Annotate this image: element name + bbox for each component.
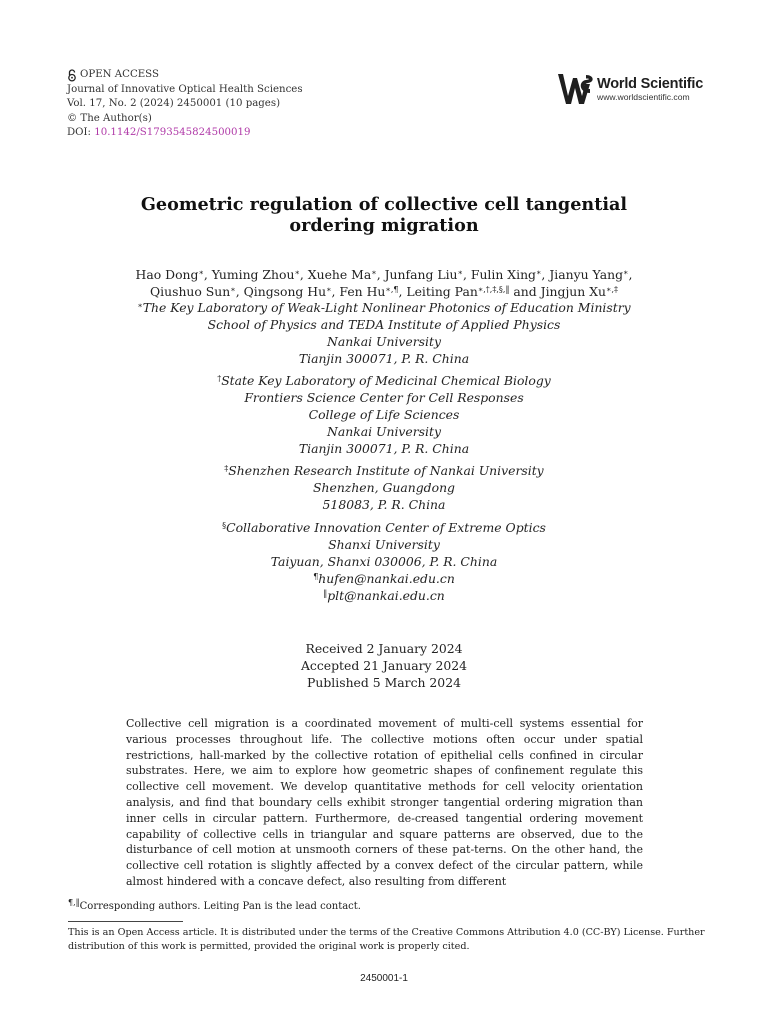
footnote-divider [68,921,183,922]
affiliation-mark: † [217,374,222,383]
copyright: © The Author(s) [67,112,152,124]
affiliation-text: Shenzhen, Guangdong [313,480,455,495]
affiliation-4 [84,519,684,604]
affiliation-text: Shanxi University [328,537,440,552]
license-notice: This is an Open Access article. It is distributed under the terms of the Creative Commons Attribution 4.0 (CC-BY) License. Further distribution of this work is permitted, provided the original work is properly cited. [68,927,705,952]
doi-line [67,126,303,141]
footnote-mark: ¶,‖ [68,898,80,907]
author-name: Xuehe Ma [307,267,372,282]
affiliation-line [84,553,684,570]
author-name: Hao Dong [135,267,199,282]
affiliation-line [84,406,684,423]
journal-name: Journal of Innovative Optical Health Sciences [67,83,303,95]
affiliation-line [84,496,684,513]
affiliation-line [84,462,684,479]
author-name: Jianyu Yang [549,267,624,282]
open-access-label: OPEN ACCESS [80,69,159,80]
author-affiliation-marks: ∗,¶ [385,285,399,294]
author-separator: , [331,284,340,299]
affiliation-text: Taiyuan, Shanxi 030006, P. R. China [270,554,498,569]
author-name: Junfang Liu [384,267,458,282]
journal-header [67,68,303,141]
affiliation-line [84,372,684,389]
affiliation-text: Collaborative Innovation Center of Extreme Optics [226,520,546,535]
email-text: hufen@nankai.edu.cn [318,571,455,586]
affiliation-mark: ‡ [224,464,229,473]
email-text: plt@nankai.edu.cn [327,588,445,603]
affiliation-line [84,316,684,333]
email-mark: ‖ [323,589,328,598]
doi-label: DOI: [67,127,91,139]
author-name: Jingjun Xu [540,284,607,299]
publisher-name: World Scientific [597,76,704,92]
author-name: Yuming Zhou [211,267,295,282]
author-affiliation-marks: ∗ [326,285,332,294]
publisher-url: www.worldscientific.com [597,92,690,102]
author-affiliation-marks: ∗,‡ [606,285,618,294]
email-plt[interactable] [84,587,684,604]
affiliation-text: Tianjin 300071, P. R. China [298,441,470,456]
open-access-line [67,68,303,83]
affiliation-text: Shenzhen Research Institute of Nankai University [228,463,544,478]
publisher-logo[interactable] [557,72,707,108]
affiliation-line [84,299,684,316]
author-affiliation-marks: ∗ [535,268,542,277]
volume-info: Vol. 17, No. 2 (2024) 2450001 (10 pages) [67,98,281,110]
author-affiliation-marks: ∗ [230,285,236,294]
affiliation-line [84,536,684,553]
abstract: Collective cell migration is a coordinated movement of multi-cell systems essential for various processes throughout life. The collective motions often occur under spatial restrictions, hall-marked by the collective rotation of epithelial cells confined in circular substrates. Here, we aim to explore how geometric shapes of confinement regulate this collective cell movement. We develop quantitative methods for cell velocity orientation analysis, and find that boundary cells exhibit stronger tangential ordering migration than inner cells in circular pattern. Furthermore, de-creased tangential ordering movement capability of collective cells in triangular and square patterns are observed, due to the disturbance of cell motion at unsmooth corners of these pat-terns. On the other hand, the collective cell rotation is slightly affected by a convex defect of the circular pattern, while almost hindered with a concave defect, also resulting from different [126,717,643,888]
affiliation-3 [84,462,684,513]
affiliation-line [84,333,684,350]
affiliation-4-lines [84,519,684,570]
publication-dates [200,640,568,691]
footnote-text: Corresponding authors. Leiting Pan is the lead contact. [79,901,361,912]
author-name: Leiting Pan [406,284,478,299]
email-hufen[interactable] [84,570,684,587]
affiliation-line [84,423,684,440]
world-scientific-logo-icon [557,72,595,106]
author-separator: , [628,267,633,282]
title-line-2: ordering migration [289,215,479,236]
author-separator: , [235,284,244,299]
author-separator: , [299,267,308,282]
affiliation-line [84,440,684,457]
affiliation-text: The Key Laboratory of Weak-Light Nonlinear Photonics of Education Ministry [142,300,631,315]
author-separator: , [462,267,471,282]
affiliation-mark: § [222,521,227,530]
affiliation-text: State Key Laboratory of Medicinal Chemical Biology [221,373,551,388]
affiliation-line [84,389,684,406]
published-date: Published 5 March 2024 [307,675,461,690]
affiliation-text: College of Life Sciences [308,407,460,422]
author-separator: , [541,267,550,282]
author-separator: , [203,267,212,282]
received-date: Received 2 January 2024 [305,641,463,656]
affiliation-line [84,519,684,536]
author-list [84,266,684,300]
author-separator: , [376,267,385,282]
open-access-icon [67,69,77,82]
paper-title [100,194,668,236]
affiliation-2 [84,372,684,457]
affiliation-text: School of Physics and TEDA Institute of Applied Physics [207,317,561,332]
author-affiliation-marks: ∗,†,‡,§,‖ [477,285,510,294]
affiliation-text: Frontiers Science Center for Cell Responses [244,390,524,405]
doi-link[interactable]: 10.1142/S1793545824500019 [94,127,251,139]
author-name: Fen Hu [339,284,386,299]
author-name: Fulin Xing [470,267,536,282]
author-affiliation-marks: ∗ [371,268,377,277]
page-number: 2450001-1 [360,973,408,984]
affiliation-1 [84,299,684,367]
affiliation-text: Nankai University [327,424,441,439]
author-affiliation-marks: ∗ [294,268,300,277]
accepted-date: Accepted 21 January 2024 [300,658,468,673]
author-affiliation-marks: ∗ [457,268,463,277]
author-name: Qingsong Hu [243,284,327,299]
affiliation-mark: ∗ [137,301,143,310]
email-mark: ¶ [313,572,319,581]
affiliation-text: 518083, P. R. China [322,497,446,512]
author-name: Qiushuo Sun [149,284,231,299]
affiliation-line [84,350,684,367]
affiliation-text: Nankai University [327,334,441,349]
corresponding-footnote [68,898,361,912]
affiliation-line [84,479,684,496]
author-separator: , [398,284,407,299]
author-affiliation-marks: ∗ [198,268,204,277]
author-affiliation-marks: ∗ [623,268,629,277]
author-separator: and [509,284,541,299]
logo-text [597,76,703,102]
title-line-1: Geometric regulation of collective cell tangential [140,194,628,215]
affiliation-text: Tianjin 300071, P. R. China [298,351,470,366]
